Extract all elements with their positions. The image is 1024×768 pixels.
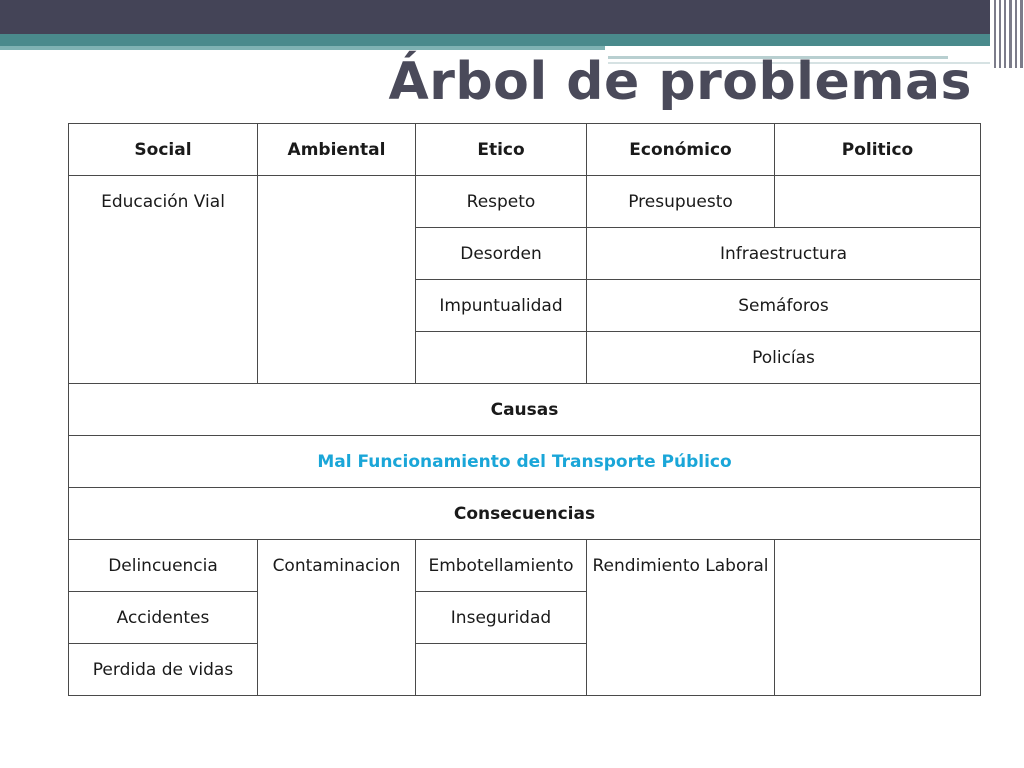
problem-tree-table: [68, 123, 981, 696]
consequence-social-3: Perdida de vidas: [69, 644, 258, 696]
cause-merged-1: Infraestructura: [587, 228, 981, 280]
central-problem: Mal Funcionamiento del Transporte Público: [69, 436, 981, 488]
slide-title: Árbol de problemas: [388, 52, 972, 112]
cause-etico-3: Impuntualidad: [416, 280, 587, 332]
cause-etico-2: Desorden: [416, 228, 587, 280]
header-social: Social: [69, 124, 258, 176]
table-header-row: [69, 124, 981, 176]
causes-label-row: [69, 384, 981, 436]
consequences-label: Consecuencias: [69, 488, 981, 540]
cause-merged-2: Semáforos: [587, 280, 981, 332]
header-ambiental: Ambiental: [258, 124, 416, 176]
consequence-etico-1: Embotellamiento: [416, 540, 587, 592]
header-etico: Etico: [416, 124, 587, 176]
consequence-ambiental: Contaminacion: [258, 540, 416, 696]
cause-economico-1: Presupuesto: [587, 176, 775, 228]
central-problem-row: [69, 436, 981, 488]
cause-etico-1: Respeto: [416, 176, 587, 228]
consequence-economico: Rendimiento Laboral: [587, 540, 775, 696]
header-politico: Politico: [775, 124, 981, 176]
consequence-social-1: Delincuencia: [69, 540, 258, 592]
decorative-stripes: [990, 0, 1024, 68]
table-row: [69, 176, 981, 228]
header-bar-teal: [0, 34, 1024, 46]
consequence-social-2: Accidentes: [69, 592, 258, 644]
consequence-politico: [775, 540, 981, 696]
consequences-label-row: [69, 488, 981, 540]
table-row: [69, 540, 981, 592]
causes-label: Causas: [69, 384, 981, 436]
cause-social: Educación Vial: [69, 176, 258, 384]
cause-politico-1: [775, 176, 981, 228]
header-economico: Económico: [587, 124, 775, 176]
cause-merged-3: Policías: [587, 332, 981, 384]
header-bar-teal-thin: [0, 46, 605, 50]
consequence-etico-2: Inseguridad: [416, 592, 587, 644]
cause-ambiental: [258, 176, 416, 384]
consequence-etico-3: [416, 644, 587, 696]
cause-etico-4: [416, 332, 587, 384]
header-bar-dark: [0, 0, 1024, 34]
